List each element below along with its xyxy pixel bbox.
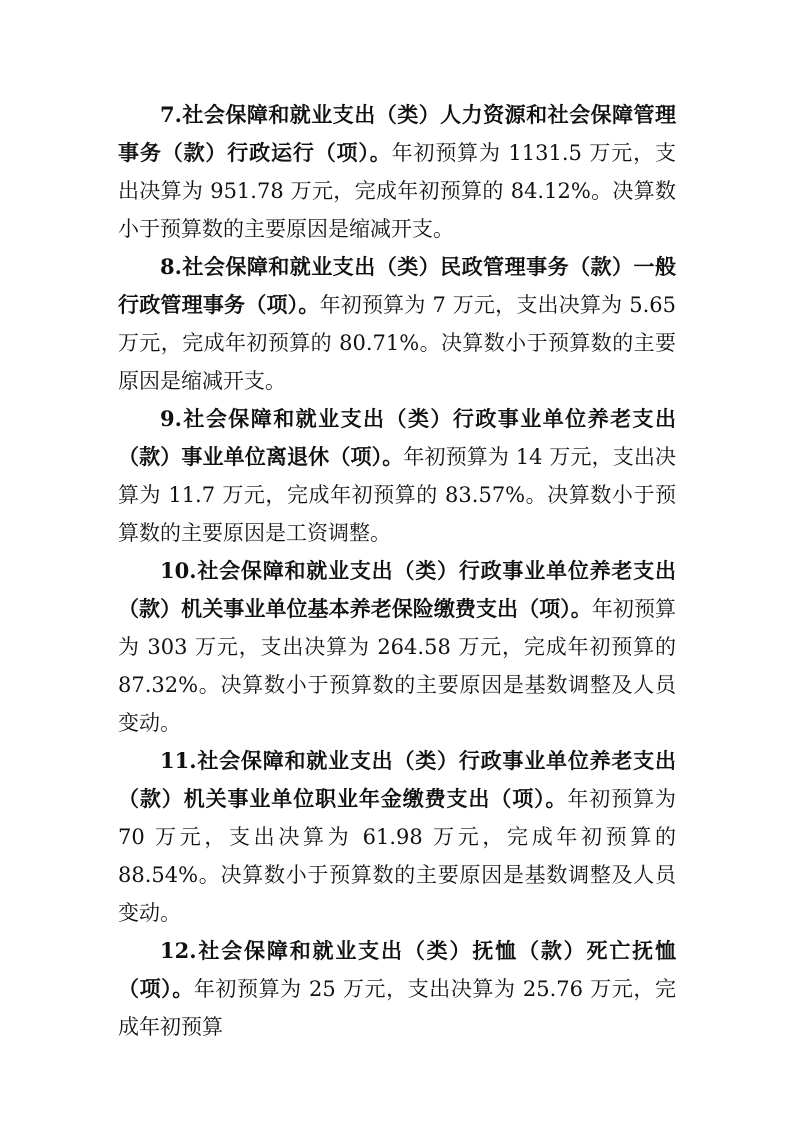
paragraph-item-9 bbox=[118, 400, 676, 552]
paragraph-item-8 bbox=[118, 248, 676, 400]
paragraph-item-11 bbox=[118, 742, 676, 932]
paragraph-item-7 bbox=[118, 96, 676, 248]
paragraph-body: 年初预算为 7 万元，支出决算为 5.65 万元，完成年初预算的 80.71%。决算数小于预算数的主要原因是缩减开支。 bbox=[118, 293, 676, 393]
paragraph-item-10 bbox=[118, 552, 676, 742]
paragraph-heading: 7.社会保障和就业支出（类）人力资源和社会保障管理事务（款）行政运行（项）。 bbox=[118, 102, 676, 165]
paragraph-body: 年初预算为 14 万元，支出决算为 11.7 万元，完成年初预算的 83.57%。决算数小于预算数的主要原因是工资调整。 bbox=[118, 445, 676, 545]
paragraph-body: 年初预算为 25 万元，支出决算为 25.76 万元，完成年初预算 bbox=[118, 977, 676, 1039]
paragraph-body: 年初预算为 70 万元，支出决算为 61.98 万元，完成年初预算的 88.54%。决算数小于预算数的主要原因是基数调整及人员变动。 bbox=[118, 787, 677, 925]
paragraph-body: 年初预算为 303 万元，支出决算为 264.58 万元，完成年初预算的 87.32%。决算数小于预算数的主要原因是基数调整及人员变动。 bbox=[118, 597, 677, 735]
document-page bbox=[118, 96, 676, 1046]
paragraph-heading: 11.社会保障和就业支出（类）行政事业单位养老支出（款）机关事业单位职业年金缴费支出（项）。 bbox=[118, 748, 676, 811]
paragraph-heading: 12.社会保障和就业支出（类）抚恤（款）死亡抚恤（项）。 bbox=[118, 938, 676, 1001]
paragraph-heading: 10.社会保障和就业支出（类）行政事业单位养老支出（款）机关事业单位基本养老保险缴费支出（项）。 bbox=[118, 558, 676, 621]
paragraph-heading: 8.社会保障和就业支出（类）民政管理事务（款）一般行政管理事务（项）。 bbox=[118, 254, 676, 317]
paragraph-heading: 9.社会保障和就业支出（类）行政事业单位养老支出（款）事业单位离退休（项）。 bbox=[118, 406, 676, 469]
paragraph-item-12 bbox=[118, 932, 676, 1046]
paragraph-body: 年初预算为 1131.5 万元，支出决算为 951.78 万元，完成年初预算的 84.12%。决算数小于预算数的主要原因是缩减开支。 bbox=[118, 141, 676, 241]
